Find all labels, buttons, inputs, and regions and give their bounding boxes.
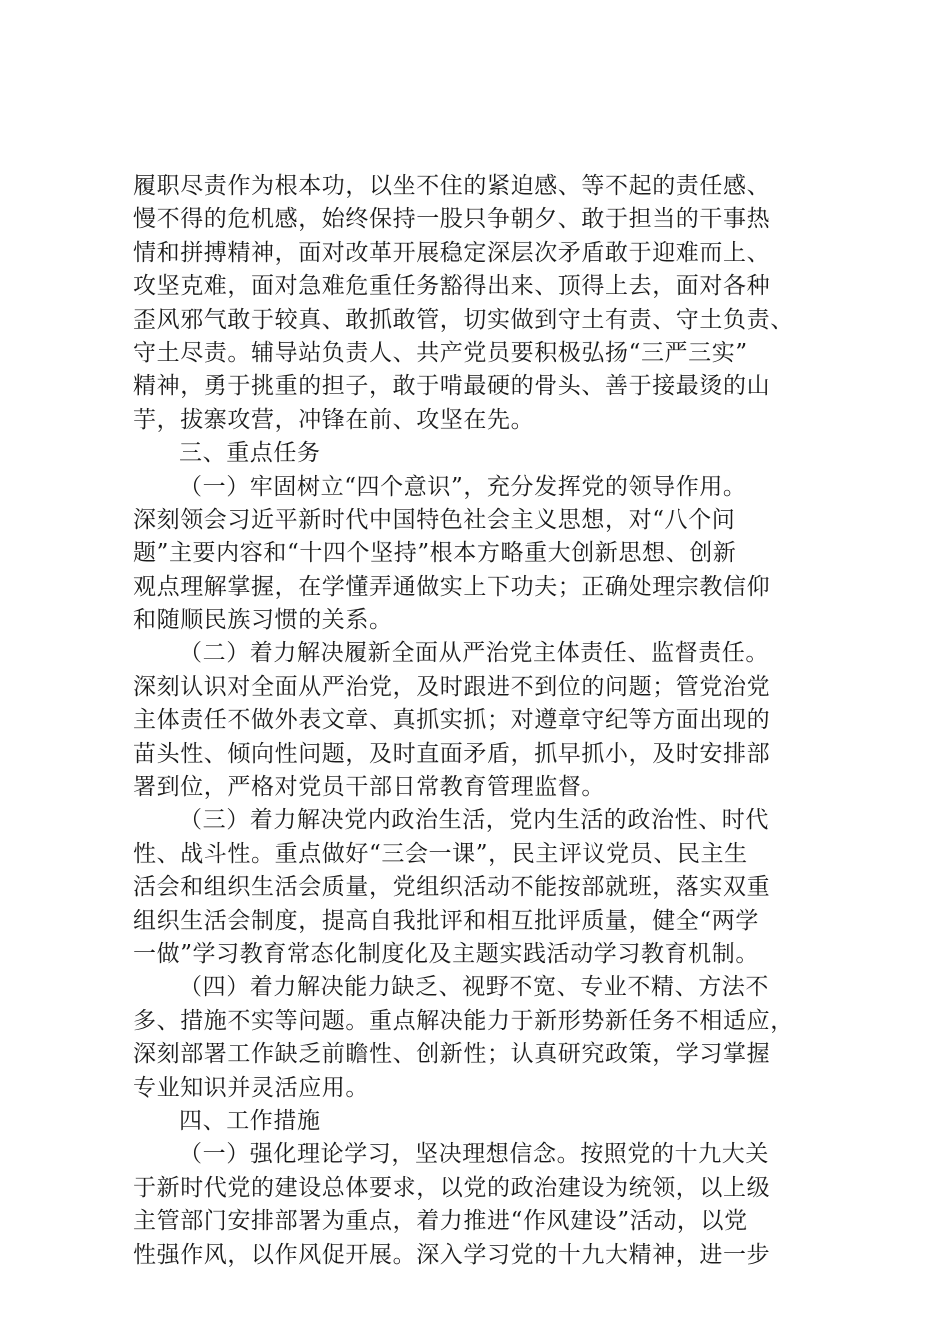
text-line: 和随顺民族习惯的关系。: [133, 607, 393, 634]
text-line: 于新时代党的建设总体要求，以党的政治建设为统领，以上级: [133, 1174, 771, 1201]
text-line: 精神，勇于挑重的担子，敢于啃最硬的骨头、善于接最烫的山: [133, 373, 771, 400]
text-line: 性强作风，以作风促开展。深入学习党的十九大精神，进一步: [133, 1241, 771, 1268]
text-line: （四）着力解决能力缺乏、视野不宽、专业不精、方法不: [179, 974, 769, 1001]
text-line: 深刻领会习近平新时代中国特色社会主义思想，对“八个问: [133, 506, 736, 533]
text-line: 署到位，严格对党员干部日常教育管理监督。: [133, 774, 605, 801]
text-line: 深刻部署工作缺乏前瞻性、创新性；认真研究政策，学习掌握: [133, 1041, 771, 1068]
text-line: （一）强化理论学习，坚决理想信念。按照党的十九大关: [179, 1141, 769, 1168]
text-line: （二）着力解决履新全面从严治党主体责任、监督责任。: [179, 640, 769, 667]
text-line: 歪风邪气敢于较真、敢抓敢管，切实做到守土有责、守土负责、: [133, 306, 794, 333]
text-line: 苗头性、倾向性问题，及时直面矛盾，抓早抓小，及时安排部: [133, 740, 771, 767]
text-line: 守土尽责。辅导站负责人、共产党员要积极弘扬“三严三实”: [133, 339, 748, 366]
text-line: 性、战斗性。重点做好“三会一课”，民主评议党员、民主生: [133, 840, 748, 867]
text-line: 四、工作措施: [179, 1107, 321, 1134]
text-line: 主体责任不做外表文章、真抓实抓；对遵章守纪等方面出现的: [133, 707, 771, 734]
text-line: 观点理解掌握，在学懂弄通做实上下功夫；正确处理宗教信仰: [133, 573, 771, 600]
text-line: 深刻认识对全面从严治党，及时跟进不到位的问题；管党治党: [133, 673, 771, 700]
text-line: 活会和组织生活会质量，党组织活动不能按部就班，落实双重: [133, 874, 771, 901]
text-line: 芋，拔寨攻营，冲锋在前、攻坚在先。: [133, 406, 535, 433]
text-line: 主管部门安排部署为重点，着力推进“作风建设”活动，以党: [133, 1208, 748, 1235]
document-body: [133, 170, 853, 1272]
text-line: （一）牢固树立“四个意识”，充分发挥党的领导作用。: [179, 473, 747, 500]
text-line: 慢不得的危机感，始终保持一股只争朝夕、敢于担当的干事热: [133, 206, 771, 233]
text-line: 情和拼搏精神，面对改革开展稳定深层次矛盾敢于迎难而上、: [133, 239, 771, 266]
text-line: 一做”学习教育常态化制度化及主题实践活动学习教育机制。: [133, 940, 759, 967]
text-line: 题”主要内容和“十四个坚持”根本方略重大创新思想、创新: [133, 540, 737, 567]
text-line: 专业知识并灵活应用。: [133, 1074, 369, 1101]
text-line: （三）着力解决党内政治生活，党内生活的政治性、时代: [179, 807, 769, 834]
text-line: 组织生活会制度，提高自我批评和相互批评质量，健全“两学: [133, 907, 759, 934]
text-line: 三、重点任务: [179, 440, 321, 467]
text-line: 履职尽责作为根本功，以坐不住的紧迫感、等不起的责任感、: [133, 173, 771, 199]
text-line: 攻坚克难，面对急难危重任务豁得出来、顶得上去，面对各种: [133, 273, 771, 300]
text-line: 多、措施不实等问题。重点解决能力于新形势新任务不相适应，: [133, 1007, 794, 1034]
